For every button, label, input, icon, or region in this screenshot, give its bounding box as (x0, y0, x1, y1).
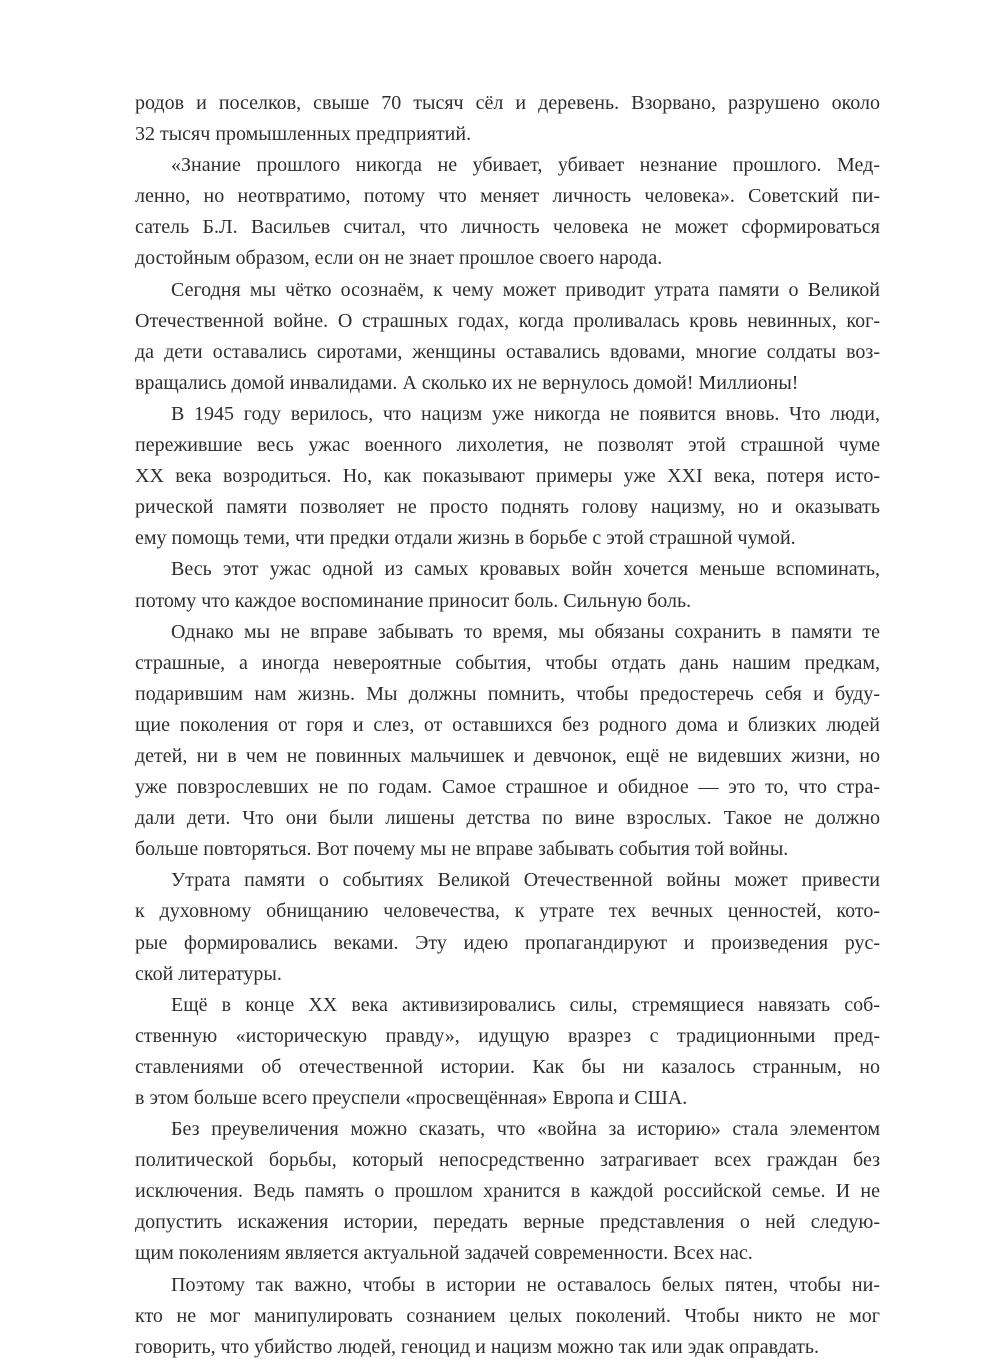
text-line: Утрата памяти о событиях Великой Отечественной войны может привести (171, 869, 880, 892)
text-line: XX века возродиться. Но, как показывают примеры уже XXI века, потеря исто- (135, 465, 880, 488)
text-line: потому что каждое воспоминание приносит боль. Сильную боль. (135, 589, 692, 612)
paragraph (135, 275, 880, 399)
text-line: родов и поселков, свыше 70 тысяч сёл и деревень. Взорвано, разрушено около (135, 92, 880, 114)
paragraph (135, 990, 880, 1114)
text-line: исключения. Ведь память о прошлом хранится в каждой российской семье. И не (135, 1180, 880, 1203)
document-page (135, 88, 880, 1363)
text-line: подарившим нам жизнь. Мы должны помнить, чтобы предостеречь себя и буду- (135, 682, 880, 705)
text-line: 32 тысяч промышленных предприятий. (135, 123, 472, 146)
text-line: в этом больше всего преуспели «просвещённая» Европа и США. (135, 1087, 688, 1109)
paragraph (135, 1114, 880, 1269)
text-line: вращались домой инвалидами. А сколько их не вернулось домой! Миллионы! (135, 371, 799, 394)
paragraph (135, 88, 880, 150)
text-line: рые формировались веками. Эту идею пропагандируют и произведения рус- (135, 931, 880, 954)
text-line: больше повторяться. Вот почему мы не вправе забывать события той войны. (135, 838, 789, 861)
paragraph (135, 399, 880, 554)
text-line: щие поколения от горя и слез, от оставшихся без родного дома и близких людей (135, 713, 880, 736)
text-line: да дети оставались сиротами, женщины оставались вдовами, многие солдаты воз- (135, 340, 880, 363)
text-line: допустить искажения истории, передать верные представления о ней следую- (135, 1211, 880, 1234)
paragraph (135, 1270, 880, 1363)
text-line: пережившие весь ужас военного лихолетия, не позволят этой страшной чуме (135, 434, 880, 457)
text-line: Однако мы не вправе забывать то время, мы обязаны сохранить в памяти те (171, 620, 880, 643)
text-line: рической памяти позволяет не просто поднять голову нацизму, но и оказывать (135, 496, 880, 519)
paragraph (135, 150, 880, 274)
paragraph (135, 865, 880, 989)
paragraph (135, 617, 880, 866)
text-line: уже повзрослевших не по годам. Самое страшное и обидное — это то, что стра- (135, 776, 880, 799)
text-line: к духовному обнищанию человечества, к утрате тех вечных ценностей, кото- (135, 900, 880, 923)
text-line: детей, ни в чем не повинных мальчишек и девчонок, ещё не видевших жизни, но (135, 744, 880, 767)
text-line: ему помощь теми, чти предки отдали жизнь в борьбе с этой страшной чумой. (135, 527, 796, 550)
text-line: ставлениями об отечественной истории. Как бы ни казалось странным, но (135, 1055, 880, 1078)
text-line: Поэтому так важно, чтобы в истории не оставалось белых пятен, чтобы ни- (171, 1273, 880, 1296)
text-line: политической борьбы, который непосредственно затрагивает всех граждан без (135, 1149, 880, 1172)
text-line: В 1945 году верилось, что нацизм уже никогда не появится вновь. Что люди, (171, 402, 880, 425)
text-line: Весь этот ужас одной из самых кровавых войн хочется меньше вспоминать, (171, 558, 880, 581)
text-line: говорить, что убийство людей, геноцид и нацизм можно так или эдак оправдать. (135, 1335, 819, 1358)
text-line: Отечественной войне. О страшных годах, когда проливалась кровь невинных, ког- (135, 309, 880, 332)
text-line: достойным образом, если он не знает прошлое своего народа. (135, 247, 663, 270)
text-line: Ещё в конце XX века активизировались силы, стремящиеся навязать соб- (171, 993, 880, 1016)
text-line: кто не мог манипулировать сознанием целых поколений. Чтобы никто не мог (135, 1304, 880, 1327)
text-line: дали дети. Что они были лишены детства по вине взрослых. Такое не должно (135, 807, 880, 830)
text-line: щим поколениям является актуальной задачей современности. Всех нас. (135, 1242, 753, 1265)
text-line: Без преувеличения можно сказать, что «война за историю» стала элементом (171, 1118, 880, 1141)
text-line: сатель Б.Л. Васильев считал, что личность человека не может сформироваться (135, 216, 880, 239)
text-line: Сегодня мы чётко осознаём, к чему может приводит утрата памяти о Великой (171, 278, 880, 301)
paragraph (135, 554, 880, 616)
text-line: «Знание прошлого никогда не убивает, убивает незнание прошлого. Мед- (171, 154, 880, 177)
text-line: страшные, а иногда невероятные события, чтобы отдать дань нашим предкам, (135, 651, 880, 674)
text-line: ственную «историческую правду», идущую вразрез с традиционными пред- (135, 1024, 880, 1047)
text-line: ленно, но неотвратимо, потому что меняет личность человека». Советский пи- (135, 185, 880, 208)
text-line: ской литературы. (135, 962, 282, 985)
